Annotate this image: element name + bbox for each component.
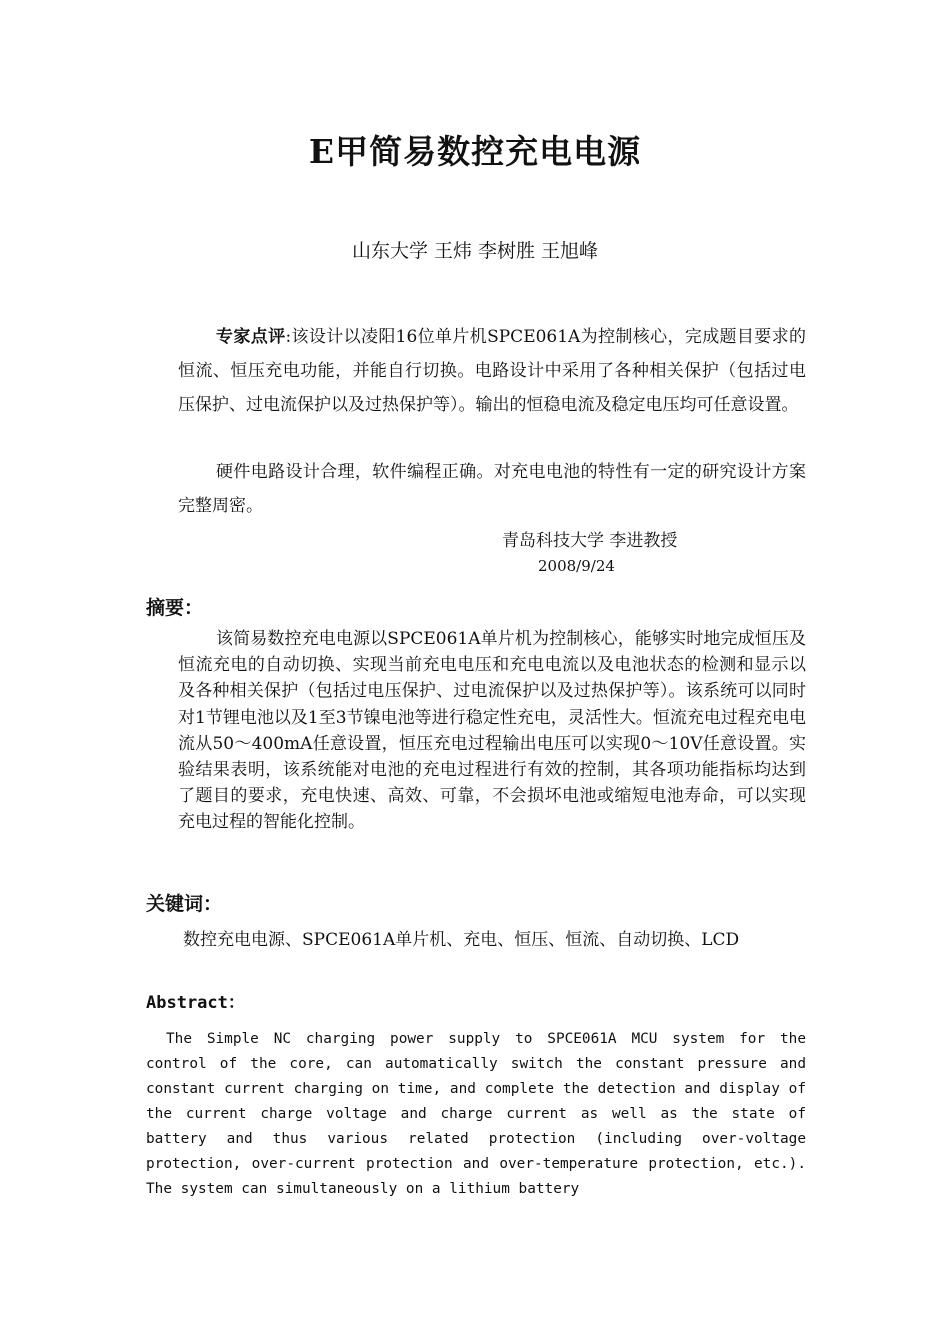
english-abstract-body: The Simple NC charging power supply to SPCE061A MCU system for the control of the core, can automatically switch the constant pressure and constant current charging on time, and complete the detection and display of the current charge voltage and charge current as well as the state of battery and thus various related protection (including over-voltage protection, over-current protection and over-temperature protection, etc.). The system can simultaneously on a lithium battery	[146, 1031, 806, 1197]
keywords-heading: 关键词：	[146, 893, 223, 915]
keywords-body: 数控充电电源、SPCE061A单片机、充电、恒压、恒流、自动切换、LCD	[183, 930, 740, 950]
paper-title: E甲简易数控充电电源	[308, 132, 642, 171]
reviewer-signature: 青岛科技大学 李进教授	[502, 531, 678, 551]
abstract-heading: 摘要：	[146, 597, 204, 619]
expert-review-text-1: :该设计以凌阳16位单片机SPCE061A为控制核心，完成题目要求的恒流、恒压充电功能，并能自行切换。电路设计中采用了各种相关保护（包括过电压保护、过电流保护以及过热保护等）。输出的恒稳电流及稳定电压均可任意设置。	[178, 327, 806, 415]
expert-review-label: 专家点评	[216, 327, 286, 347]
english-abstract-heading: Abstract：	[146, 993, 245, 1013]
abstract-body: 该简易数控充电电源以SPCE061A单片机为控制核心，能够实时地完成恒压及恒流充电的自动切换、实现当前充电电压和充电电流以及电池状态的检测和显示以及各种相关保护（包括过电压保护、过电流保护以及过热保护等）。该系统可以同时对1节锂电池以及1至3节镍电池等进行稳定性充电，灵活性大。恒流充电过程充电电流从50～400mA任意设置，恒压充电过程输出电压可以实现0～10V任意设置。实验结果表明，该系统能对电池的充电过程进行有效的控制，其各项功能指标均达到了题目的要求，充电快速、高效、可靠，不会损坏电池或缩短电池寿命，可以实现充电过程的智能化控制。	[178, 629, 806, 833]
author-line: 山东大学 王炜 李树胜 王旭峰	[351, 240, 599, 262]
expert-review-paragraph-1	[178, 320, 806, 422]
expert-review-paragraph-2: 硬件电路设计合理，软件编程正确。对充电电池的特性有一定的研究设计方案完整周密。	[178, 462, 806, 516]
review-date: 2008/9/24	[538, 557, 615, 575]
